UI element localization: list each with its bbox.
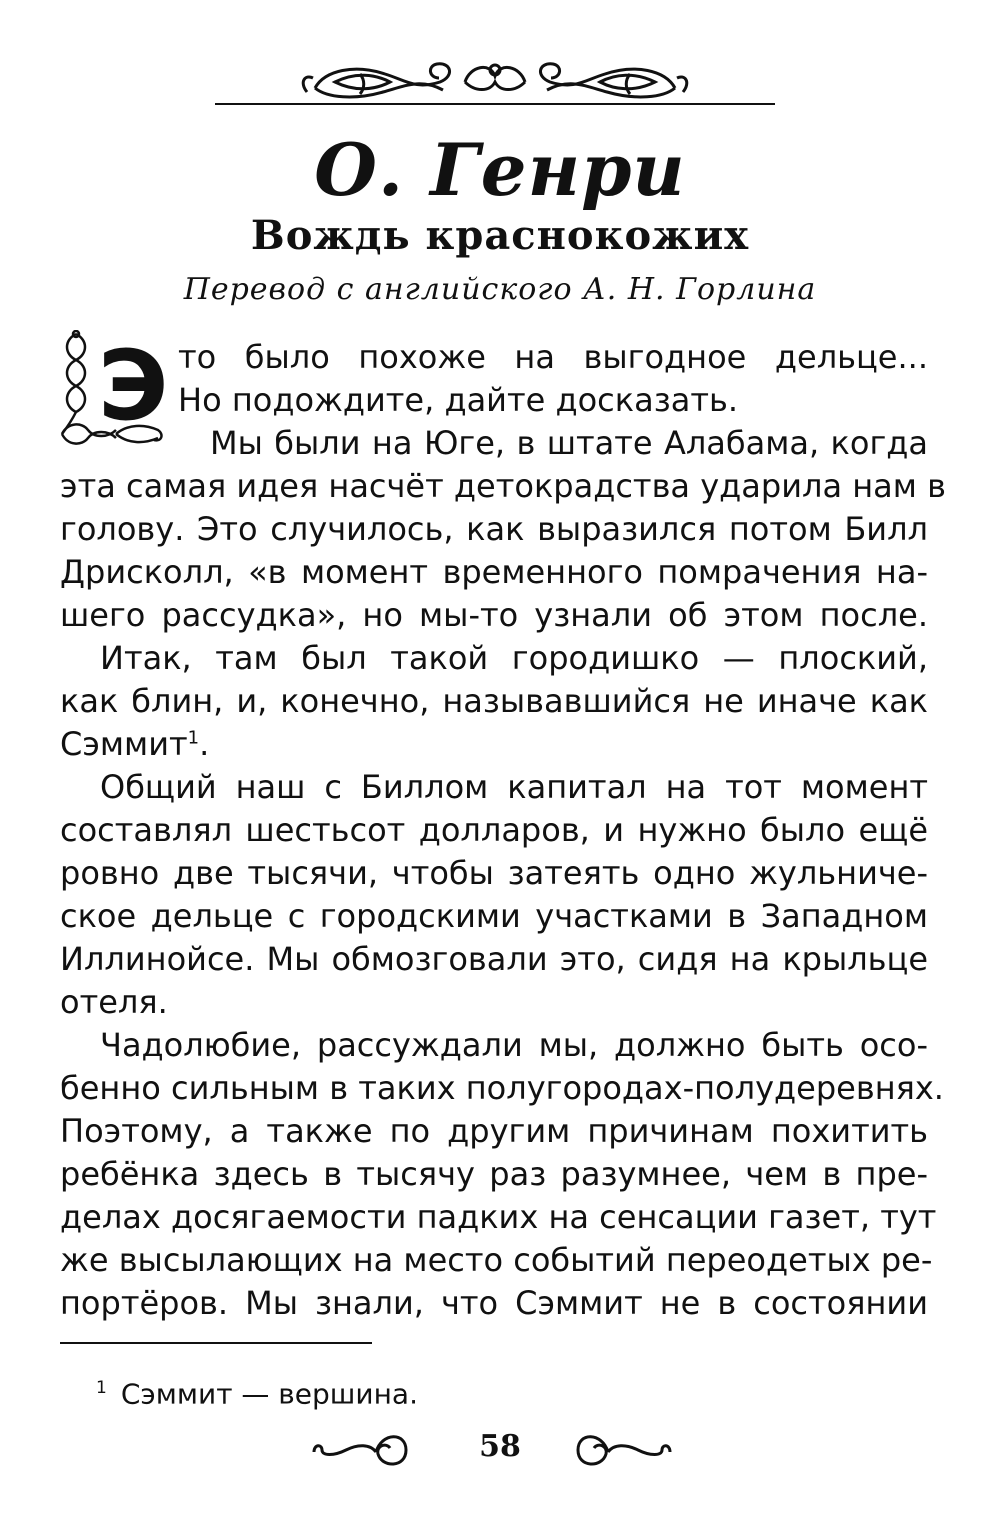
text-line: же высылающих на место событий переодетых ре- bbox=[60, 1241, 933, 1279]
dropcap-letter: Э bbox=[98, 330, 169, 442]
translation-credit: Перевод с английского А. Н. Горлина bbox=[183, 272, 817, 307]
text-line: как блин, и, конечно, называвшийся не иначе как bbox=[60, 682, 928, 720]
text-fragment: . bbox=[199, 725, 210, 763]
text-line: бенно сильным в таких полугородах-полудеревнях. bbox=[60, 1069, 944, 1107]
dropcap bbox=[58, 330, 176, 448]
text-line: Дрисколл, «в момент временного помрачения на- bbox=[60, 553, 928, 591]
text-line: ребёнка здесь в тысячу раз разумнее, чем в пре- bbox=[60, 1155, 928, 1193]
footnote-divider bbox=[60, 1342, 372, 1344]
text-line: ское дельце с городскими участками в Западном bbox=[60, 897, 928, 935]
text-line-with-footnote bbox=[60, 723, 928, 766]
ornament-top-icon bbox=[215, 52, 775, 114]
ornament-right-icon bbox=[574, 1424, 674, 1472]
text-fragment: Сэммит bbox=[60, 725, 188, 763]
text-line: голову. Это случилось, как выразился потом Билл bbox=[60, 510, 928, 548]
footnote-mark: 1 bbox=[96, 1378, 107, 1398]
footnote-text: Сэммит — вершина. bbox=[120, 1377, 418, 1411]
text-line: Мы были на Юге, в штате Алабама, когда bbox=[210, 424, 928, 462]
text-line: ровно две тысячи, чтобы затеять одно жульниче- bbox=[60, 854, 928, 892]
footnote bbox=[96, 1368, 418, 1414]
page-number: 58 bbox=[479, 1429, 521, 1464]
text-line: составлял шестьсот долларов, и нужно было ещё bbox=[60, 811, 928, 849]
text-line: Иллинойсе. Мы обмозговали это, сидя на крыльце bbox=[60, 940, 928, 978]
text-line: делах досягаемости падких на сенсации газет, тут bbox=[60, 1198, 937, 1236]
text-line: шего рассудка», но мы-то узнали об этом после. bbox=[60, 596, 928, 634]
text-line: Но подождите, дайте досказать. bbox=[178, 381, 738, 419]
text-line: Общий наш с Биллом капитал на тот момент bbox=[100, 768, 928, 806]
text-line: отеля. bbox=[60, 983, 168, 1021]
text-line: Поэтому, а также по другим причинам похитить bbox=[60, 1112, 928, 1150]
text-line: портёров. Мы знали, что Сэммит не в состоянии bbox=[60, 1284, 928, 1322]
story-title: Вождь краснокожих bbox=[250, 212, 750, 259]
footnote-reference: 1 bbox=[187, 727, 200, 749]
text-line: эта самая идея насчёт детокрадства ударила нам в bbox=[60, 467, 946, 505]
text-line: то было похоже на выгодное дельце... bbox=[178, 338, 928, 376]
text-line: Чадолюбие, рассуждали мы, должно быть осо- bbox=[100, 1026, 928, 1064]
text-line: Итак, там был такой городишко — плоский, bbox=[100, 639, 928, 677]
author-name: О. Генри bbox=[314, 127, 686, 212]
